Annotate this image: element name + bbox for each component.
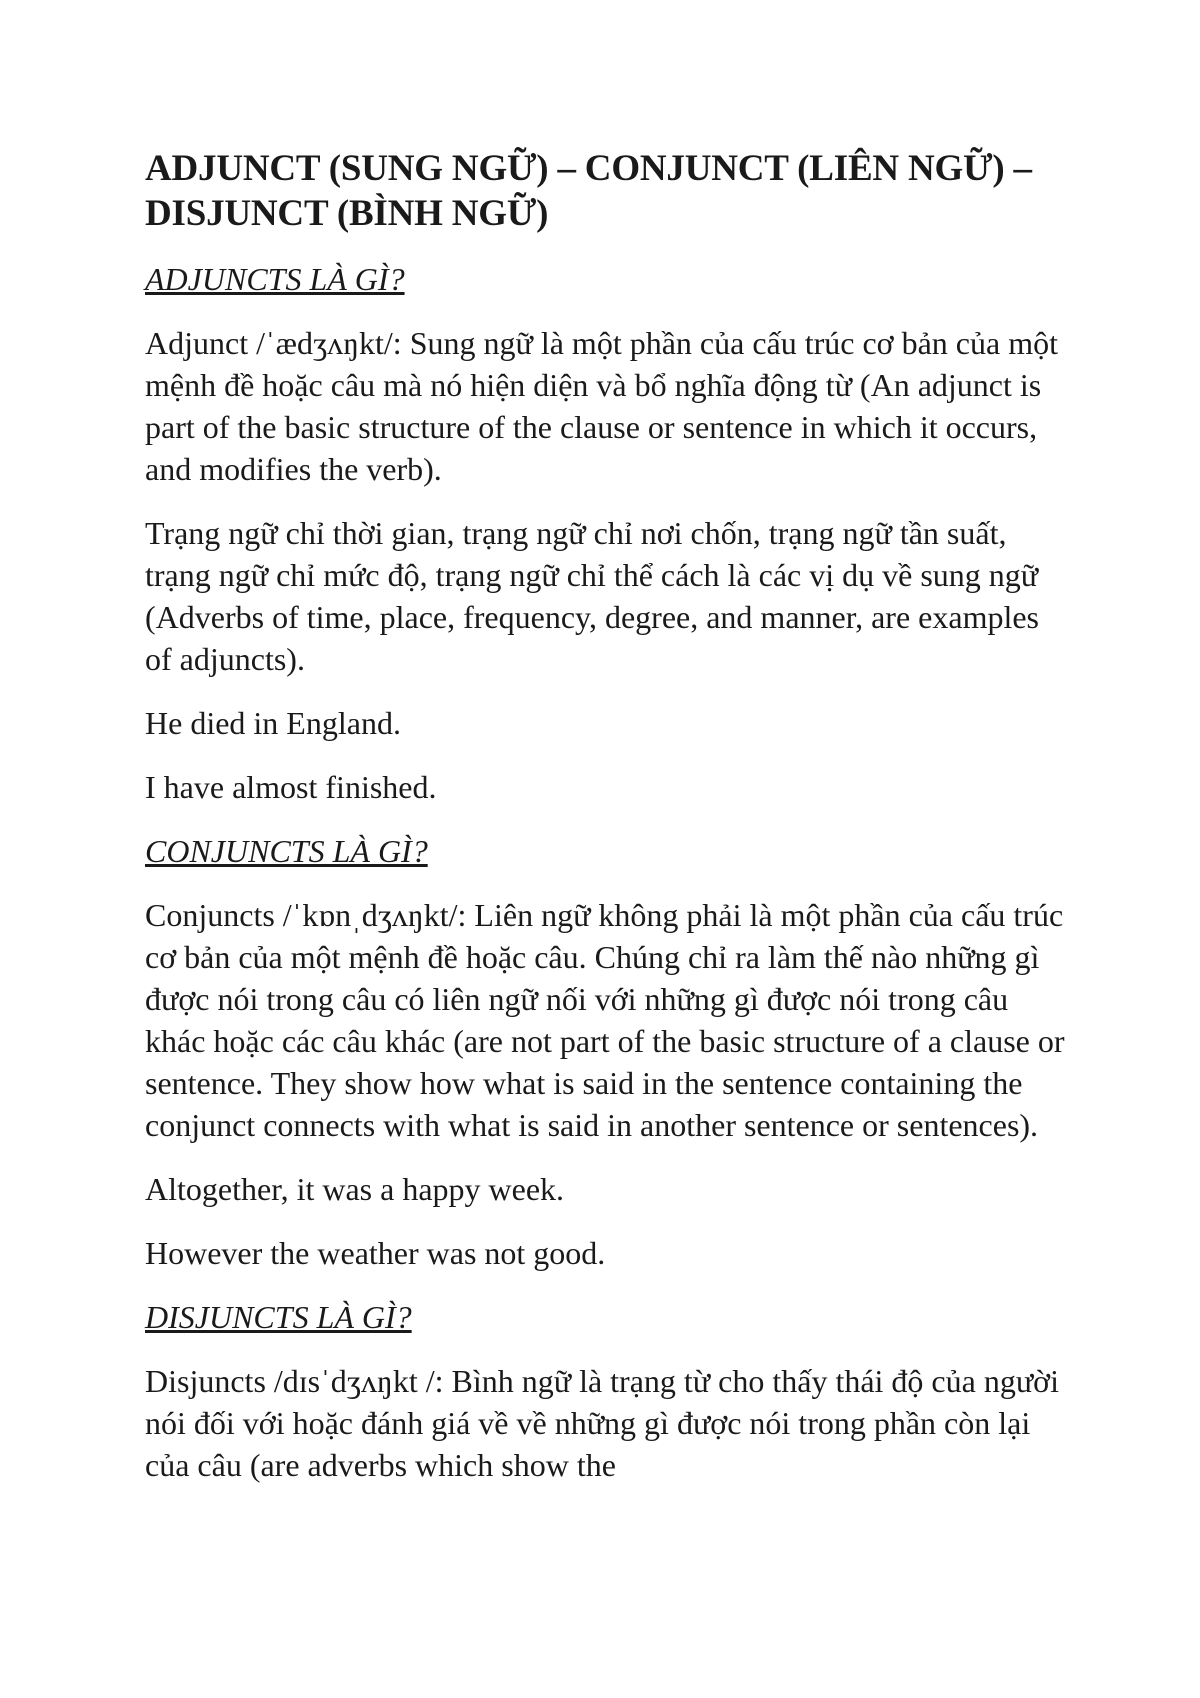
section-heading-conjuncts: CONJUNCTS LÀ GÌ?	[145, 833, 428, 869]
adjunct-explanation: Trạng ngữ chỉ thời gian, trạng ngữ chỉ nơi chốn, trạng ngữ tần suất, trạng ngữ chỉ mức độ, trạng ngữ chỉ thể cách là các vị dụ về sung ngữ (Adverbs of time, place, frequency, degree, and manner, are examples of adjuncts).	[145, 515, 1039, 677]
section-heading-adjuncts: ADJUNCTS LÀ GÌ?	[145, 261, 405, 297]
conjunct-example-1: Altogether, it was a happy week.	[145, 1171, 565, 1207]
document-title: ADJUNCT (SUNG NGỮ) – CONJUNCT (LIÊN NGỮ) – DISJUNCT (BÌNH NGỮ)	[145, 148, 1032, 234]
adjunct-example-2: I have almost finished.	[145, 769, 437, 805]
section-heading-disjuncts: DISJUNCTS LÀ GÌ?	[145, 1299, 412, 1335]
conjunct-example-2: However the weather was not good.	[145, 1235, 606, 1271]
disjunct-definition: Disjuncts /dɪsˈdʒʌŋkt /: Bình ngữ là trạng từ cho thấy thái độ của người nói đối với hoặc đánh giá về về những gì được nói trong phần còn lại của câu (are adverbs which show the	[145, 1363, 1059, 1483]
adjunct-example-1: He died in England.	[145, 705, 401, 741]
document-page	[145, 146, 1065, 1486]
conjunct-definition: Conjuncts /ˈkɒnˌdʒʌŋkt/: Liên ngữ không phải là một phần của cấu trúc cơ bản của một mệnh đề hoặc câu. Chúng chỉ ra làm thế nào những gì được nói trong câu có liên ngữ nối với những gì được nói trong câu khác hoặc các câu khác (are not part of the basic structure of a clause or sentence. They show how what is said in the sentence containing the conjunct connects with what is said in another sentence or sentences).	[145, 897, 1065, 1143]
adjunct-definition: Adjunct /ˈædʒʌŋkt/: Sung ngữ là một phần của cấu trúc cơ bản của một mệnh đề hoặc câu mà nó hiện diện và bổ nghĩa động từ (An adjunct is part of the basic structure of the clause or sentence in which it occurs, and modifies the verb).	[145, 325, 1058, 487]
